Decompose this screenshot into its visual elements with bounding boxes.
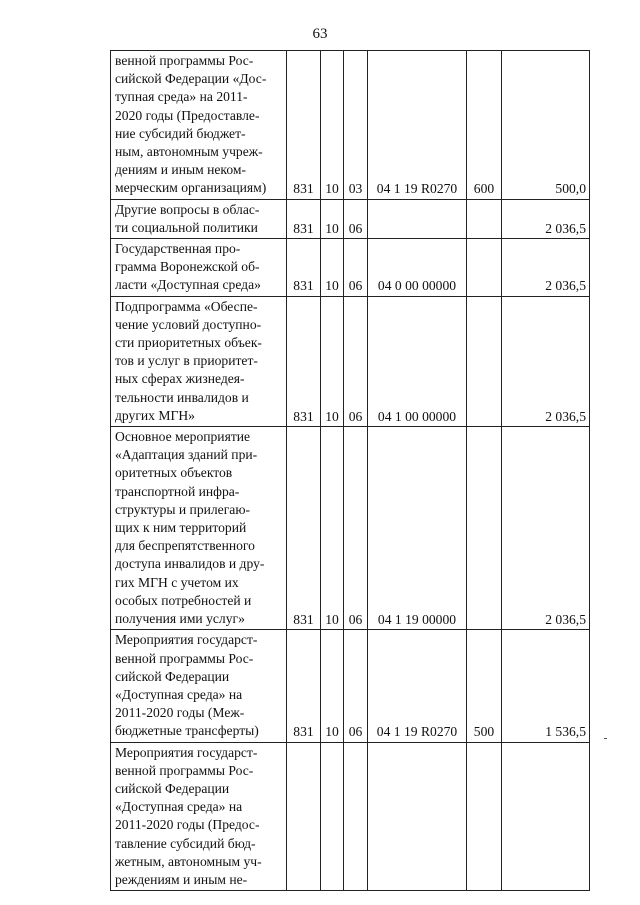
cell-pr <box>344 742 368 891</box>
cell-csr-value: 04 0 00 00000 <box>377 278 457 294</box>
cell-vr <box>467 296 502 426</box>
name-line: для беспрепятственного <box>115 538 255 554</box>
cell-rz <box>321 742 344 891</box>
cell-grbs <box>287 427 321 630</box>
cell-grbs <box>287 630 321 742</box>
cell-vr <box>467 51 502 200</box>
name-line: транспортной инфра- <box>115 483 240 499</box>
name-line: Другие вопросы в облас- <box>115 201 260 217</box>
cell-csr-value: 04 1 19 00000 <box>377 612 457 628</box>
name-line: структуры и прилегаю- <box>115 501 250 517</box>
cell-name <box>111 630 287 742</box>
cell-csr-value: 04 1 19 R0270 <box>376 724 458 740</box>
name-line: «Доступная среда» на <box>115 686 243 702</box>
cell-sum <box>502 742 590 891</box>
cell-csr <box>368 742 467 891</box>
name-line: получения ими услуг» <box>115 611 245 627</box>
cell-sum <box>502 630 590 742</box>
cell-rz <box>321 630 344 742</box>
cell-pr-value: 03 <box>348 181 363 197</box>
name-line: других МГН» <box>115 407 195 423</box>
cell-rz <box>321 239 344 297</box>
cell-vr <box>467 630 502 742</box>
cell-rz <box>321 427 344 630</box>
cell-sum-value: 2 036,5 <box>545 612 586 628</box>
table-row <box>111 427 590 630</box>
cell-csr-value: 04 1 19 R0270 <box>376 181 458 197</box>
cell-vr <box>467 427 502 630</box>
cell-vr-value: 600 <box>473 181 495 197</box>
name-line: ние субсидий бюджет- <box>115 125 246 141</box>
name-line: бюджетные трансферты) <box>115 723 259 739</box>
name-line: ти социальной политики <box>115 219 258 235</box>
name-line: тавление субсидий бюд- <box>115 835 256 851</box>
cell-rz <box>321 199 344 238</box>
cell-rz-value: 10 <box>325 408 339 424</box>
scan-speck <box>604 738 607 739</box>
table-row <box>111 742 590 891</box>
name-line: сти приоритетных объек- <box>115 335 262 351</box>
cell-name <box>111 199 287 238</box>
cell-rz-value: 10 <box>325 612 339 628</box>
cell-rz <box>321 296 344 426</box>
name-line: «Адаптация зданий при- <box>115 447 258 463</box>
name-line: венной программы Рос- <box>115 762 254 778</box>
table-row <box>111 51 590 200</box>
cell-name <box>111 296 287 426</box>
name-line: сийской Федерации <box>115 668 230 684</box>
name-line: сийской Федерации «Дос- <box>115 71 267 87</box>
cell-grbs-value: 831 <box>293 220 314 236</box>
cell-sum <box>502 239 590 297</box>
cell-pr-value: 06 <box>348 724 363 740</box>
name-line: Мероприятия государст- <box>115 744 258 760</box>
name-line: особых потребностей и <box>115 592 252 608</box>
cell-vr <box>467 239 502 297</box>
name-line: ласти «Доступная среда» <box>115 277 261 293</box>
name-line: венной программы Рос- <box>115 650 254 666</box>
cell-sum-value: 1 536,5 <box>545 724 586 740</box>
cell-rz-value: 10 <box>325 220 339 236</box>
cell-sum <box>502 199 590 238</box>
name-line: «Доступная среда» на <box>115 799 243 815</box>
name-line: 2011-2020 годы (Предос- <box>115 817 260 833</box>
cell-vr-value: 500 <box>473 724 495 740</box>
cell-name <box>111 742 287 891</box>
cell-sum <box>502 51 590 200</box>
page-number: 63 <box>312 26 328 42</box>
name-line: чение условий доступно- <box>115 316 262 332</box>
cell-csr <box>368 51 467 200</box>
cell-rz-value: 10 <box>325 724 339 740</box>
budget-table <box>110 50 590 891</box>
name-line: венной программы Рос- <box>115 53 254 68</box>
name-line: жетным, автономным уч- <box>115 853 262 869</box>
cell-csr <box>368 630 467 742</box>
name-line: гих МГН с учетом их <box>115 574 239 590</box>
cell-sum <box>502 296 590 426</box>
cell-csr <box>368 427 467 630</box>
cell-grbs <box>287 239 321 297</box>
name-line: тупная среда» на 2011- <box>115 89 248 105</box>
cell-grbs-value: 831 <box>293 278 314 294</box>
name-line: тов и услуг в приоритет- <box>115 353 258 369</box>
cell-pr-value: 06 <box>348 408 363 424</box>
cell-grbs <box>287 742 321 891</box>
name-line: оритетных объектов <box>115 465 233 481</box>
name-line: Государственная про- <box>115 241 241 257</box>
name-line: щих к ним территорий <box>115 520 247 536</box>
table-body <box>111 51 590 891</box>
cell-csr-value: 04 1 00 00000 <box>377 408 457 424</box>
cell-grbs-value: 831 <box>293 181 314 197</box>
table-row <box>111 630 590 742</box>
cell-pr-value: 06 <box>348 612 363 628</box>
cell-grbs-value: 831 <box>293 724 314 740</box>
cell-rz <box>321 51 344 200</box>
table-row <box>111 296 590 426</box>
name-line: Мероприятия государст- <box>115 632 258 648</box>
cell-sum-value: 2 036,5 <box>545 408 586 424</box>
cell-pr <box>344 630 368 742</box>
cell-csr <box>368 199 467 238</box>
cell-rz-value: 10 <box>325 181 339 197</box>
name-line: ных сферах жизнедея- <box>115 371 245 387</box>
name-line: 2011-2020 годы (Меж- <box>115 705 245 721</box>
cell-pr <box>344 296 368 426</box>
table-row <box>111 239 590 297</box>
cell-grbs <box>287 51 321 200</box>
cell-vr <box>467 742 502 891</box>
name-line: ным, автономным учреж- <box>115 144 263 160</box>
cell-pr-value: 06 <box>348 220 363 236</box>
cell-pr <box>344 239 368 297</box>
cell-sum <box>502 427 590 630</box>
cell-pr <box>344 51 368 200</box>
cell-name <box>111 239 287 297</box>
name-line: тельности инвалидов и <box>115 389 249 405</box>
cell-grbs <box>287 296 321 426</box>
cell-csr <box>368 296 467 426</box>
cell-grbs-value: 831 <box>293 408 314 424</box>
cell-pr <box>344 427 368 630</box>
cell-vr <box>467 199 502 238</box>
name-line: грамма Воронежской об- <box>115 259 260 275</box>
cell-sum-value: 500,0 <box>555 181 586 197</box>
cell-grbs <box>287 199 321 238</box>
name-line: мерческим организациям) <box>115 180 267 196</box>
name-line: сийской Федерации <box>115 780 230 796</box>
cell-csr <box>368 239 467 297</box>
cell-name <box>111 51 287 200</box>
name-line: Подпрограмма «Обеспе- <box>115 298 258 314</box>
cell-pr-value: 06 <box>348 278 363 294</box>
name-line: доступа инвалидов и дру- <box>115 556 265 572</box>
name-line: реждениям и иным не- <box>115 871 248 887</box>
cell-name <box>111 427 287 630</box>
cell-sum-value: 2 036,5 <box>545 278 586 294</box>
cell-grbs-value: 831 <box>293 612 314 628</box>
name-line: Основное мероприятие <box>115 429 251 445</box>
table-row <box>111 199 590 238</box>
cell-pr <box>344 199 368 238</box>
cell-rz-value: 10 <box>325 278 339 294</box>
name-line: 2020 годы (Предоставле- <box>115 107 260 123</box>
cell-sum-value: 2 036,5 <box>545 220 586 236</box>
name-line: дениям и иным неком- <box>115 162 246 178</box>
